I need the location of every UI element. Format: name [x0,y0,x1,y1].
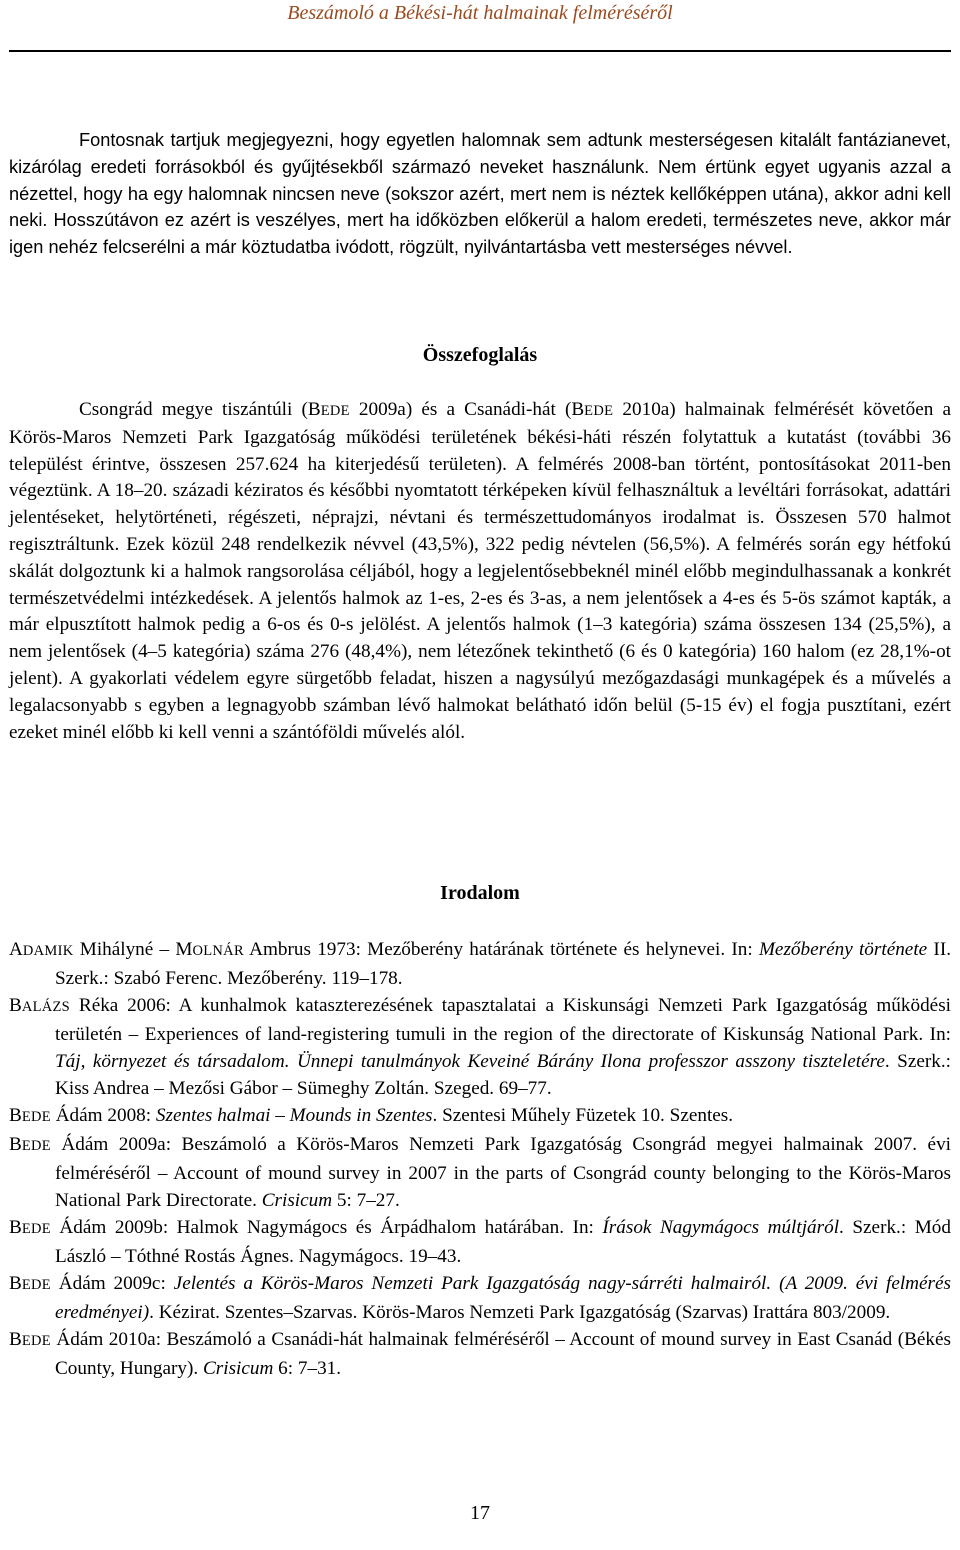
reference-item: BALÁZS Réka 2006: A kunhalmok kataszterezésének tapasztalatai a Kiskunsági Nemzeti Park Igazgatóság működési területén – Experiences of land-registering tumuli in the region of the directorate of Kiskunság National Park. In: Táj, környezet és társadalom. Ünnepi tanulmányok Keveiné Bárány Ilona professzor asszony tiszteletére. Szerk.: Kiss Andrea – Mezősi Gábor – Sümeghy Zoltán. Szeged. 69–77. [9,995,951,1099]
running-header [0,0,960,50]
page-number: 17 [470,1502,490,1524]
reference-item: BEDE Ádám 2009a: Beszámoló a Körös-Maros Nemzeti Park Igazgatóság Csongrád megyei halmainak 2007. évi felméréséről – Account of mound survey in 2007 in the parts of Csongrád county belonging to the Körös-Maros National Park Directorate. Crisicum 5: 7–27. [9,1134,951,1211]
intro-paragraph: Fontosnak tartjuk megjegyezni, hogy egyetlen halomnak sem adtunk mesterségesen kitalált fantázianevet, kizárólag eredeti forrásokból és gyűjtésekből származó neveket használunk. Nem értünk egyet ugyanis azzal a nézettel, hogy ha egy halomnak nincsen neve (sokszor azért, mert nem is néztek kellőképpen utána), akkor adni kell neki. Hosszútávon ez azért is veszélyes, mert ha időközben előkerül a halom eredeti, természetes neve, akkor már igen nehéz felcserélni a már köztudatba ivódott, rögzült, nyilvántartásba vett mesterséges névvel. [9,130,951,258]
reference-item: BEDE Ádám 2010a: Beszámoló a Csanádi-hát halmainak felméréséről – Account of mound survey in East Csanád (Békés County, Hungary). Crisicum 6: 7–31. [9,1329,951,1379]
header-rule [9,50,951,52]
summary-paragraph: Csongrád megye tiszántúli (BEDE 2009a) és a Csanádi-hát (BEDE 2010a) halmainak felmérését követően a Körös-Maros Nemzeti Park Igazgatóság működési területének békési-háti részén folytattuk a kutatást (további 36 települést érintve, összesen 257.624 ha kiterjedésű területen). A felmérés 2008-ban történt, pontosításokat 2011-ben végeztünk. A 18–20. századi kéziratos és későbbi nyomtatott térképeken kívül felhasználtuk a levéltári forrásokat, adattári jelentéseket, helytörténeti, régészeti, néprajzi, névtani és természettudományos irodalmat is. Összesen 570 halmot regisztráltunk. Ezek közül 248 rendelkezik névvel (43,5%), 322 pedig névtelen (56,5%). A felmérés során egy hétfokú skálát dolgoztunk ki a halmok rangsorolása céljából, hogy a legjelentősebbeknél minél előbb megindulhassanak a konkrét természetvédelmi intézkedések. A jelentős halmok az 1-es, 2-es és 3-as, a nem jelentősek a 4-es és 5-ös számot kapták, a már elpusztított halmok pedig a 6-os és 0-s jelölést. A jelentős halmok (1–3 kategória) száma összesen 134 (25,5%), a nem jelentősek (4–5 kategória) száma 276 (48,4%), nem létezőnek tekinthető (6 és 0 kategória) 160 halom (ez 28,1%-ot jelent). A gyakorlati védelem egyre sürgetőbb feladat, hiszen a nagysúlyú mezőgazdasági munkagépek és a művelés a legalacsonyabb s egyben a legnagyobb számban lévő halmokat belátható időn belül (5-15 év) el fogja pusztítani, ezért ezeket minél előbb ki kell venni a szántóföldi művelés alól. [9,399,951,743]
summary-heading: Összefoglalás [422,344,538,366]
references-heading: Irodalom [440,882,520,904]
reference-item: BEDE Ádám 2008: Szentes halmai – Mounds in Szentes. Szentesi Műhely Füzetek 10. Szentes. [9,1105,734,1126]
reference-item: BEDE Ádám 2009c: Jelentés a Körös-Maros Nemzeti Park Igazgatóság nagy-sárréti halmairól. (A 2009. évi felmérés eredményei). Kézirat. Szentes–Szarvas. Körös-Maros Nemzeti Park Igazgatóság (Szarvas) Irattára 803/2009. [9,1273,952,1323]
reference-list [9,936,951,1382]
reference-item: ADAMIK Mihályné – MOLNÁR Ambrus 1973: Mezőberény határának története és helynevei. In: Mezőberény története II. Szerk.: Szabó Ferenc. Mezőberény. 119–178. [9,939,952,989]
running-header-title: Beszámoló a Békési-hát halmainak felméréséről [287,2,673,24]
reference-item: BEDE Ádám 2009b: Halmok Nagymágocs és Árpádhalom határában. In: Írások Nagymágocs múltjáról. Szerk.: Mód László – Tóthné Rostás Ágnes. Nagymágocs. 19–43. [9,1217,951,1267]
